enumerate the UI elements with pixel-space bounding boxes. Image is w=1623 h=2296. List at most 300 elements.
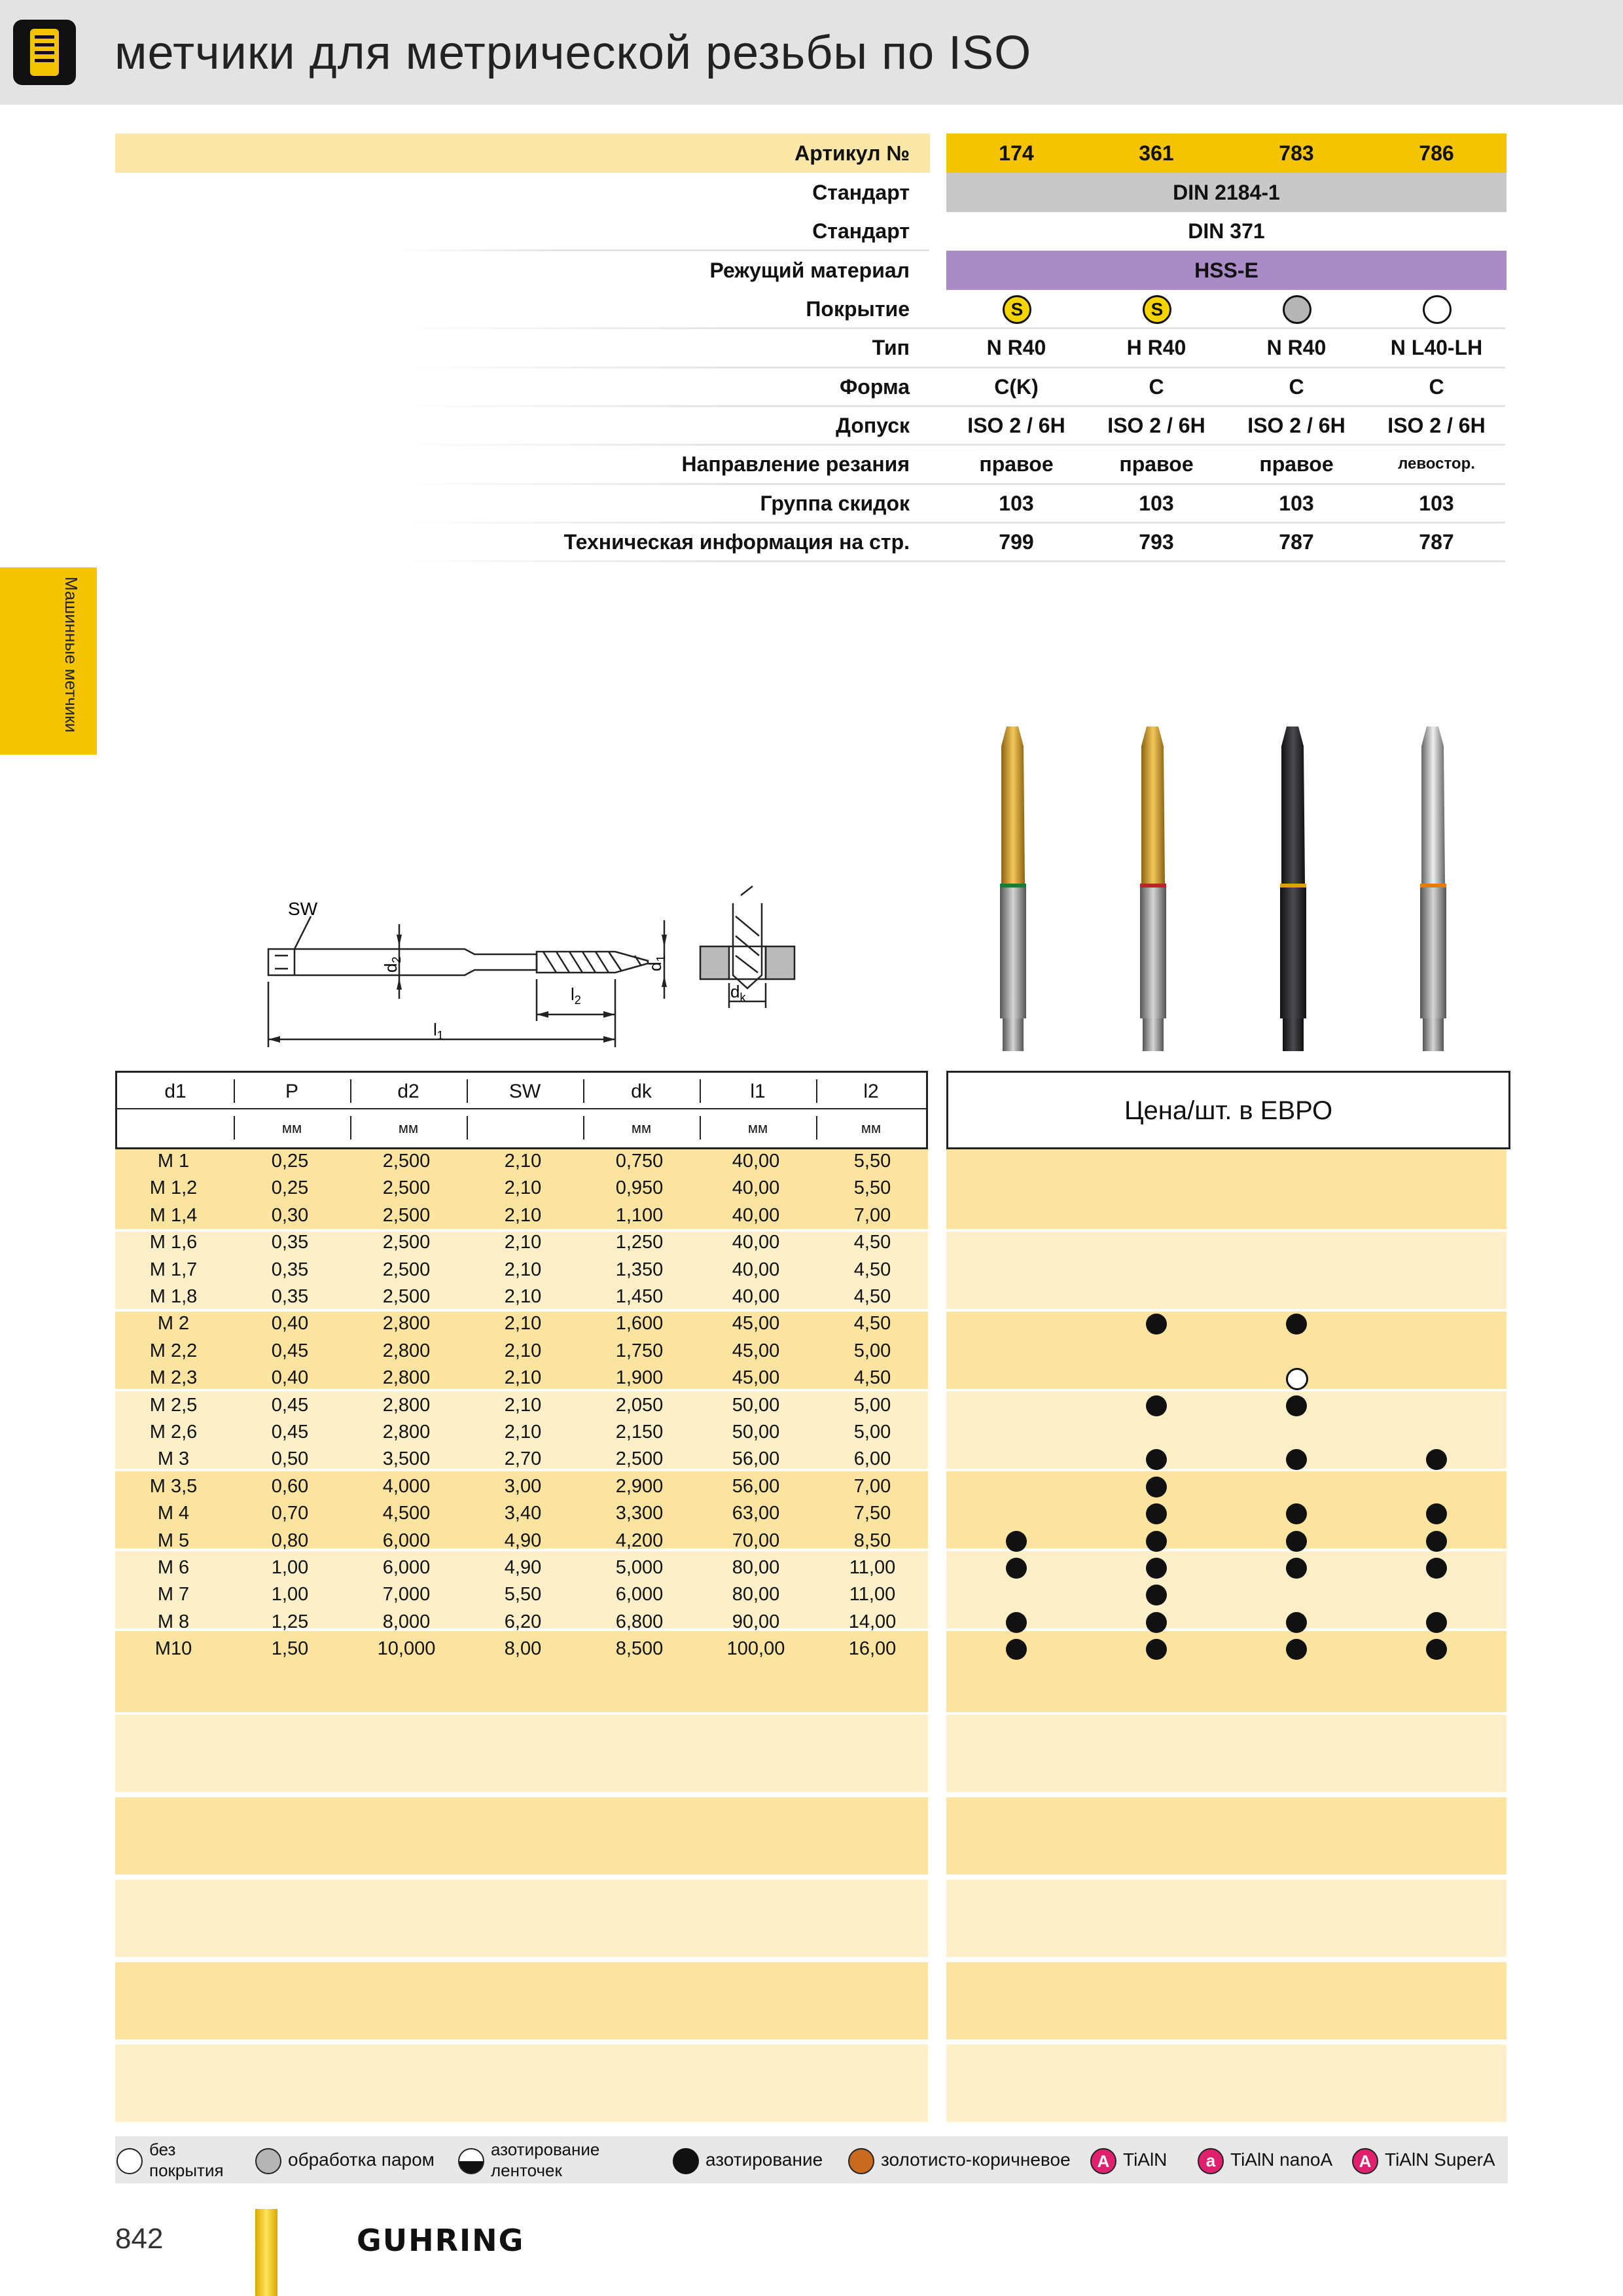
type-value: N L40-LH (1390, 336, 1483, 359)
table-cell: 5,50 (504, 1584, 542, 1605)
availability-dot-icon[interactable] (1146, 1558, 1167, 1579)
table-cell: 2,10 (504, 1204, 542, 1226)
unit-label: мм (281, 1120, 302, 1136)
availability-dot-icon[interactable] (1426, 1558, 1447, 1579)
type-value: N R40 (986, 336, 1046, 359)
availability-grid (946, 1148, 1507, 1672)
table-cell: 4,50 (853, 1367, 891, 1389)
table-cell: 2,10 (504, 1340, 542, 1361)
table-cell: M 3,5 (149, 1475, 198, 1497)
availability-dot-icon[interactable] (1426, 1449, 1447, 1470)
table-cell: 11,00 (849, 1584, 896, 1605)
tap-image-174 (1000, 726, 1026, 1051)
table-cell: 40,00 (732, 1204, 780, 1226)
unit-label: мм (861, 1120, 882, 1136)
price-header-title: Цена/шт. в ЕВРО (1124, 1096, 1333, 1125)
table-cell: 0,45 (271, 1422, 309, 1443)
legend-label: азотирование ленточек (491, 2140, 600, 2180)
table-cell: 6,000 (615, 1584, 664, 1605)
table-cell: 45,00 (732, 1367, 780, 1389)
brand-logo: GUHRING (357, 2223, 525, 2258)
col-header-d1: d1 (164, 1081, 187, 1102)
table-cell: 16,00 (848, 1638, 897, 1660)
table-cell: 2,800 (382, 1340, 431, 1361)
drawing-label-dk: $d_k$ (730, 982, 746, 1004)
header-separator (816, 1079, 817, 1103)
table-cell: 2,800 (382, 1422, 431, 1443)
table-cell: 6,20 (504, 1611, 542, 1632)
header-separator (583, 1079, 584, 1103)
table-cell: M 2,5 (149, 1394, 198, 1416)
table-cell: 7,00 (853, 1475, 891, 1497)
table-cell: 4,50 (853, 1259, 891, 1280)
availability-dot-icon[interactable] (1146, 1639, 1167, 1660)
table-cell: M 2 (157, 1313, 190, 1335)
table-cell: 2,500 (382, 1151, 431, 1172)
discount-value: 103 (1419, 492, 1454, 515)
table-cell: M 5 (157, 1530, 190, 1551)
table-cell: 2,800 (382, 1367, 431, 1389)
table-cell: 4,500 (382, 1503, 431, 1524)
type-value: H R40 (1126, 336, 1186, 359)
table-cell: 1,25 (271, 1611, 309, 1632)
header-separator (816, 1116, 817, 1139)
col-header-p: P (285, 1081, 298, 1102)
legend-label: без покрытия (149, 2140, 224, 2180)
discount-value: 103 (1279, 492, 1314, 515)
availability-dot-icon[interactable] (1146, 1531, 1167, 1552)
tap-image-786 (1420, 726, 1446, 1051)
table-cell: 8,00 (504, 1638, 542, 1660)
drawing-label-l1: $l_1$ (433, 1020, 444, 1042)
form-value: C (1289, 375, 1304, 399)
availability-dot-icon[interactable] (1426, 1639, 1447, 1660)
row-band-empty (115, 1797, 928, 1874)
table-cell: 3,500 (382, 1448, 431, 1470)
table-row (115, 1609, 928, 1636)
footer-accent-bar (255, 2209, 277, 2296)
table-row (115, 1419, 928, 1446)
nitrided-icon (673, 2148, 699, 2174)
table-cell: 2,10 (504, 1151, 542, 1172)
legend-label: TiAlN SuperA (1385, 2149, 1495, 2170)
unit-label: мм (631, 1120, 652, 1136)
table-cell: 4,50 (853, 1286, 891, 1307)
table-cell: 80,00 (732, 1584, 780, 1605)
table-row (115, 1554, 928, 1581)
tap-product-images (946, 720, 1507, 1060)
table-row (115, 1473, 928, 1500)
table-cell: 2,10 (504, 1422, 542, 1443)
table-cell: 0,35 (271, 1259, 309, 1280)
techinfo-link[interactable]: 799 (999, 530, 1034, 554)
page-title: метчики для метрической резьбы по ISO (115, 27, 1032, 79)
coating-symbol: S (1010, 299, 1024, 319)
row-divider (393, 560, 1505, 562)
table-cell: M 4 (157, 1503, 190, 1524)
direction-value: правое (979, 452, 1054, 476)
table-cell: M 2,6 (149, 1422, 198, 1443)
table-cell: 40,00 (732, 1259, 780, 1280)
table-cell: 0,50 (271, 1448, 309, 1470)
table-row (115, 1500, 928, 1527)
table-cell: 2,900 (615, 1475, 664, 1497)
table-cell: 0,80 (271, 1530, 309, 1551)
tap-icon (13, 20, 76, 85)
table-cell: M 2,3 (149, 1367, 198, 1389)
form-value: C (1149, 375, 1164, 399)
unit-label: мм (398, 1120, 419, 1136)
table-cell: 2,10 (504, 1286, 542, 1307)
table-cell: 4,200 (615, 1530, 664, 1551)
row-divider (393, 522, 1505, 524)
col-header-l1: l1 (750, 1081, 766, 1102)
table-cell: M 1,6 (149, 1232, 198, 1253)
table-cell: 2,500 (382, 1286, 431, 1307)
table-cell: M 7 (157, 1584, 190, 1605)
availability-dot-icon[interactable] (1006, 1531, 1027, 1552)
drawing-label-d1: $d_1$ (645, 955, 668, 971)
row-band-empty (115, 1715, 928, 1792)
availability-dot-icon[interactable] (1286, 1531, 1307, 1552)
tap-image-361 (1140, 726, 1166, 1051)
table-cell: 6,000 (382, 1557, 431, 1578)
table-cell: 5,50 (853, 1177, 891, 1199)
header-divider (117, 1108, 926, 1109)
table-cell: 2,500 (382, 1177, 431, 1199)
table-cell: 5,00 (853, 1340, 891, 1361)
legend-label: золотисто-коричневое (881, 2149, 1071, 2170)
legend-label: TiAlN (1123, 2149, 1168, 2170)
table-cell: 45,00 (732, 1313, 780, 1335)
availability-dot-icon[interactable] (1146, 1449, 1167, 1470)
table-row (115, 1175, 928, 1202)
table-cell: 8,500 (615, 1638, 664, 1660)
availability-dot-icon[interactable] (1006, 1612, 1027, 1633)
table-cell: 0,40 (271, 1367, 309, 1389)
table-cell: 50,00 (732, 1394, 780, 1416)
table-cell: M 2,2 (149, 1340, 198, 1361)
direction-value: правое (1259, 452, 1334, 476)
legend-label: обработка паром (288, 2149, 435, 2170)
table-row (115, 1446, 928, 1473)
side-tab-label: Машинные метчики (62, 577, 81, 733)
coating-legend (115, 2136, 1508, 2183)
table-cell: 40,00 (732, 1151, 780, 1172)
coating-steam-icon (1283, 295, 1311, 324)
tolerance-value: ISO 2 / 6H (967, 414, 1065, 437)
page-number: 842 (115, 2223, 164, 2255)
table-cell: M 8 (157, 1611, 190, 1632)
availability-dot-icon[interactable] (1426, 1531, 1447, 1552)
table-row (115, 1528, 928, 1554)
table-cell: 56,00 (732, 1448, 780, 1470)
table-cell: 1,00 (271, 1584, 309, 1605)
availability-dot-icon[interactable] (1006, 1639, 1027, 1660)
availability-dot-icon[interactable] (1146, 1503, 1167, 1524)
table-cell: 1,50 (271, 1638, 309, 1660)
standard-1-value: DIN 2184-1 (1173, 181, 1280, 204)
table-cell: 0,70 (271, 1503, 309, 1524)
table-cell: 1,450 (615, 1286, 664, 1307)
table-row (115, 1283, 928, 1310)
side-tab (0, 567, 97, 755)
row-divider (393, 249, 929, 251)
table-row (115, 1257, 928, 1283)
table-cell: 4,50 (853, 1232, 891, 1253)
label-tolerance: Допуск (836, 414, 910, 437)
availability-dot-icon[interactable] (1006, 1558, 1027, 1579)
drawing-label-d2: $d_2$ (381, 956, 403, 973)
table-cell: 0,45 (271, 1394, 309, 1416)
availability-dot-icon[interactable] (1146, 1612, 1167, 1633)
coating-steam-oxide-icon (1143, 295, 1171, 324)
table-cell: 2,500 (382, 1259, 431, 1280)
table-cell: M 6 (157, 1557, 190, 1578)
col-header-sw: SW (508, 1081, 541, 1102)
table-cell: M 1 (157, 1151, 190, 1172)
header-separator (467, 1116, 468, 1139)
table-cell: 40,00 (732, 1177, 780, 1199)
tolerance-value: ISO 2 / 6H (1107, 414, 1205, 437)
techinfo-link[interactable]: 787 (1419, 530, 1454, 554)
table-cell: 5,00 (853, 1422, 891, 1443)
label-standard-1: Стандарт (812, 181, 910, 204)
table-cell: 1,900 (615, 1367, 664, 1389)
label-coating: Покрытие (806, 297, 910, 321)
table-cell: 0,35 (271, 1286, 309, 1307)
table-row (115, 1636, 928, 1662)
availability-dot-icon[interactable] (1286, 1558, 1307, 1579)
label-type: Тип (872, 336, 910, 359)
availability-dot-icon[interactable] (1146, 1585, 1167, 1605)
label-discount: Группа скидок (760, 492, 910, 515)
table-cell: 45,00 (732, 1340, 780, 1361)
table-cell: 0,35 (271, 1232, 309, 1253)
table-cell: M 1,8 (149, 1286, 198, 1307)
table-cell: 2,500 (382, 1232, 431, 1253)
row-divider (393, 444, 1505, 446)
table-cell: 14,00 (848, 1611, 897, 1632)
table-cell: 2,800 (382, 1313, 431, 1335)
table-cell: 1,750 (615, 1340, 664, 1361)
table-cell: 40,00 (732, 1232, 780, 1253)
availability-dot-icon[interactable] (1426, 1503, 1447, 1524)
table-cell: 3,00 (504, 1475, 542, 1497)
article-number[interactable]: 361 (1139, 141, 1174, 165)
standard-2-value: DIN 371 (1188, 219, 1265, 243)
table-row (115, 1581, 928, 1608)
availability-dot-icon[interactable] (1286, 1612, 1307, 1633)
table-cell: 100,00 (726, 1638, 785, 1660)
header-separator (350, 1116, 351, 1139)
gold-brown-icon (848, 2148, 874, 2174)
table-cell: 40,00 (732, 1286, 780, 1307)
row-divider (393, 483, 1505, 485)
row-band-empty (946, 2045, 1507, 2122)
table-cell: 6,800 (615, 1611, 664, 1632)
label-techinfo: Техническая информация на стр. (563, 530, 910, 554)
col-header-l2: l2 (863, 1081, 879, 1102)
table-cell: M10 (154, 1638, 192, 1660)
table-cell: 10,000 (377, 1638, 436, 1660)
direction-value: правое (1119, 452, 1194, 476)
table-cell: 63,00 (732, 1503, 780, 1524)
table-cell: 80,00 (732, 1557, 780, 1578)
tialn-nanoa-icon: a (1198, 2148, 1224, 2174)
table-cell: 2,150 (615, 1422, 664, 1443)
drawing-label-sw: SW (288, 899, 318, 919)
coating-uncoated-icon (1423, 295, 1452, 324)
header-separator (583, 1116, 584, 1139)
row-divider (393, 405, 1505, 407)
table-cell: 1,00 (271, 1557, 309, 1578)
price-header (946, 1071, 1510, 1149)
table-cell: M 3 (157, 1448, 190, 1470)
availability-dot-icon[interactable] (1146, 1477, 1167, 1498)
unit-label: мм (747, 1120, 768, 1136)
table-row (115, 1148, 928, 1175)
table-cell: 4,000 (382, 1475, 431, 1497)
drawing-label-l2: $l_2$ (571, 984, 581, 1007)
row-divider (393, 367, 1505, 368)
header-separator (467, 1079, 468, 1103)
row-band-empty (946, 1715, 1507, 1792)
table-cell: 2,050 (615, 1394, 664, 1416)
availability-dot-icon[interactable] (1146, 1395, 1167, 1416)
header-separator (700, 1116, 701, 1139)
table-cell: 1,250 (615, 1232, 664, 1253)
table-cell: 70,00 (732, 1530, 780, 1551)
availability-dot-icon[interactable] (1286, 1314, 1307, 1335)
form-value: C(K) (994, 375, 1039, 399)
tap-image-783 (1280, 726, 1306, 1051)
direction-value: левостор. (1398, 455, 1475, 473)
table-cell: 6,000 (382, 1530, 431, 1551)
label-form: Форма (839, 375, 910, 399)
table-cell: M 1,7 (149, 1259, 198, 1280)
table-cell: 0,25 (271, 1177, 309, 1199)
legend-label: азотирование (705, 2149, 823, 2170)
availability-dot-icon[interactable] (1286, 1395, 1307, 1416)
table-cell: 2,500 (615, 1448, 664, 1470)
table-cell: 4,90 (504, 1557, 542, 1578)
article-number[interactable]: 174 (999, 141, 1034, 165)
table-cell: 4,90 (504, 1530, 542, 1551)
row-band-empty (946, 1962, 1507, 2039)
label-standard-2: Стандарт (812, 219, 910, 243)
table-cell: 56,00 (732, 1475, 780, 1497)
table-cell: 0,950 (615, 1177, 664, 1199)
table-cell: 0,25 (271, 1151, 309, 1172)
header-separator (234, 1116, 235, 1139)
table-cell: 7,000 (382, 1584, 431, 1605)
availability-dot-icon[interactable] (1146, 1314, 1167, 1335)
table-cell: 4,50 (853, 1313, 891, 1335)
land-nitrided-icon (458, 2148, 484, 2174)
table-cell: 2,10 (504, 1367, 542, 1389)
table-row (115, 1310, 928, 1337)
uncoated-icon (116, 2148, 143, 2174)
techinfo-link[interactable]: 787 (1279, 530, 1314, 554)
table-cell: 11,00 (849, 1557, 896, 1578)
table-cell: 90,00 (732, 1611, 780, 1632)
techinfo-link[interactable]: 793 (1139, 530, 1174, 554)
table-cell: 0,30 (271, 1204, 309, 1226)
table-cell: 7,50 (853, 1503, 891, 1524)
table-cell: 8,000 (382, 1611, 431, 1632)
table-cell: 3,300 (615, 1503, 664, 1524)
row-band-empty (946, 1880, 1507, 1957)
header-separator (350, 1079, 351, 1103)
table-cell: 0,40 (271, 1313, 309, 1335)
table-cell: M 1,2 (149, 1177, 198, 1199)
form-value: C (1429, 375, 1444, 399)
table-row (115, 1338, 928, 1365)
label-direction: Направление резания (681, 452, 910, 476)
table-cell: M 1,4 (149, 1204, 198, 1226)
row-band-empty (115, 2045, 928, 2122)
row-band-empty (115, 1962, 928, 2039)
table-cell: 0,750 (615, 1151, 664, 1172)
tialn-supera-icon: A (1352, 2148, 1378, 2174)
table-cell: 5,50 (853, 1151, 891, 1172)
tolerance-value: ISO 2 / 6H (1387, 414, 1486, 437)
tap-technical-drawing (249, 884, 825, 1060)
availability-dot-icon[interactable] (1286, 1639, 1307, 1660)
header-separator (700, 1079, 701, 1103)
tialn-icon: A (1090, 2148, 1116, 2174)
tolerance-value: ISO 2 / 6H (1247, 414, 1346, 437)
table-row (115, 1392, 928, 1419)
table-cell: 2,10 (504, 1313, 542, 1335)
table-cell: 50,00 (732, 1422, 780, 1443)
availability-dot-icon[interactable] (1426, 1612, 1447, 1633)
table-cell: 0,45 (271, 1340, 309, 1361)
table-cell: 2,800 (382, 1394, 431, 1416)
table-cell: 2,10 (504, 1259, 542, 1280)
header-separator (234, 1079, 235, 1103)
table-cell: 3,40 (504, 1503, 542, 1524)
discount-value: 103 (999, 492, 1034, 515)
table-cell: 8,50 (853, 1530, 891, 1551)
row-band-empty (115, 1880, 928, 1957)
availability-dot-icon[interactable] (1286, 1449, 1307, 1470)
row-divider (393, 327, 1505, 329)
legend-label: TiAlN nanoA (1230, 2149, 1333, 2170)
article-number[interactable]: 783 (1279, 141, 1314, 165)
table-cell: 6,00 (853, 1448, 891, 1470)
table-cell: 2,70 (504, 1448, 542, 1470)
coating-steam-oxide-icon (1003, 295, 1031, 324)
discount-value: 103 (1139, 492, 1174, 515)
table-cell: 5,00 (853, 1394, 891, 1416)
table-cell: 5,000 (615, 1557, 664, 1578)
table-cell: 1,350 (615, 1259, 664, 1280)
row-band-empty (946, 1797, 1507, 1874)
table-cell: 2,10 (504, 1177, 542, 1199)
table-cell: 7,00 (853, 1204, 891, 1226)
availability-dot-icon[interactable] (1286, 1503, 1307, 1524)
coating-symbol: S (1150, 299, 1164, 319)
article-number[interactable]: 786 (1419, 141, 1454, 165)
dims-table-header (115, 1071, 928, 1149)
table-row (115, 1202, 928, 1229)
table-cell: 0,60 (271, 1475, 309, 1497)
availability-ring-icon[interactable] (1286, 1368, 1308, 1390)
header-bar (0, 0, 1623, 105)
table-row (115, 1365, 928, 1391)
